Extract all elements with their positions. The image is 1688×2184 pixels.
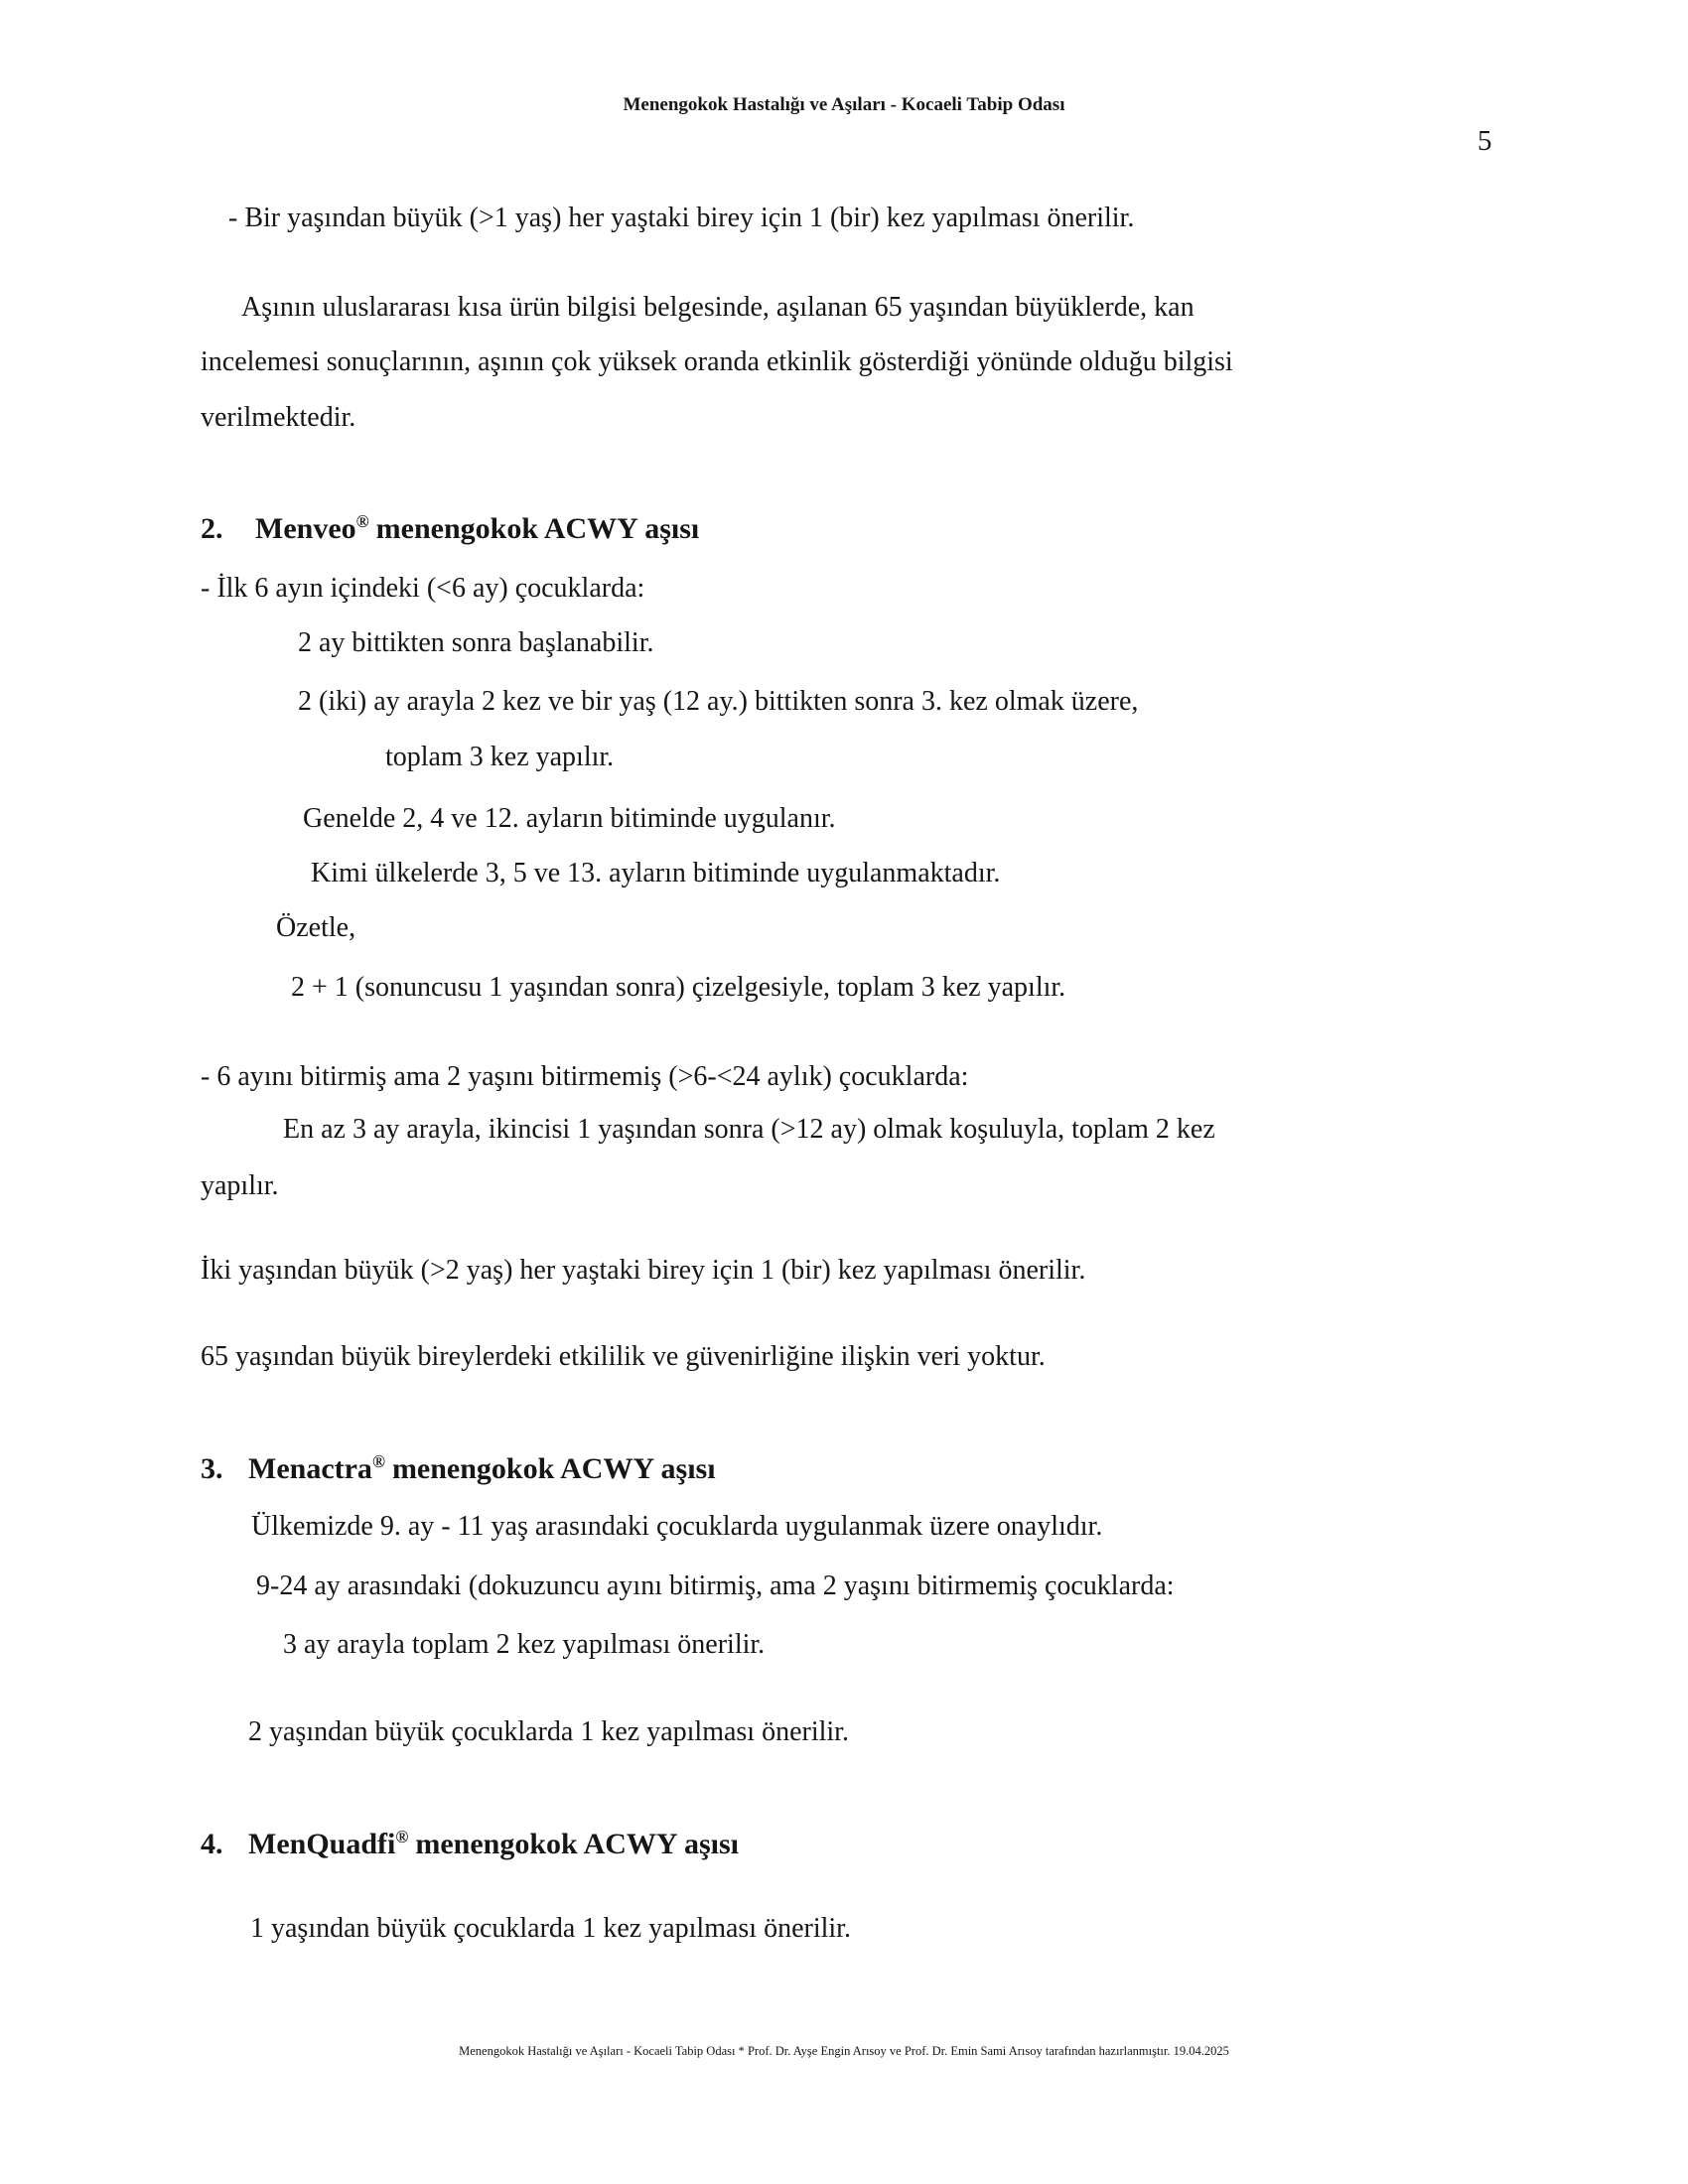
brand-name: Menveo <box>255 512 356 545</box>
body-line: Ülkemizde 9. ay - 11 yaş arasındaki çocuklarda uygulanmak üzere onaylıdır. <box>251 1511 1103 1542</box>
body-line: - 6 ayını bitirmiş ama 2 yaşını bitirmemiş (>6-<24 aylık) çocuklarda: <box>201 1061 969 1092</box>
brand-name: Menactra <box>248 1452 372 1485</box>
body-line: toplam 3 kez yapılır. <box>385 742 615 772</box>
section-number: 3. <box>201 1452 223 1485</box>
body-line: 2 yaşından büyük çocuklarda 1 kez yapılması önerilir. <box>248 1716 849 1747</box>
section-number: 2. <box>201 512 223 545</box>
registered-trademark-symbol: ® <box>355 511 369 531</box>
section-heading-menquadfi <box>201 1827 739 1862</box>
page-header-title: Menengokok Hastalığı ve Aşıları - Kocaeli Tabip Odası <box>623 94 1065 115</box>
body-line: Genelde 2, 4 ve 12. ayların bitiminde uygulanır. <box>303 803 836 834</box>
body-line: Kimi ülkelerde 3, 5 ve 13. ayların bitiminde uygulanmaktadır. <box>311 858 1001 888</box>
section-heading-rest: menengokok ACWY aşısı <box>375 512 700 545</box>
body-line: 1 yaşından büyük çocuklarda 1 kez yapılması önerilir. <box>250 1913 851 1944</box>
body-line: 65 yaşından büyük bireylerdeki etkililik ve güvenirliğine ilişkin veri yoktur. <box>201 1341 1046 1372</box>
body-line: - İlk 6 ayın içindeki (<6 ay) çocuklarda: <box>201 573 645 604</box>
body-line: yapılır. <box>201 1170 279 1201</box>
body-line: Aşının uluslararası kısa ürün bilgisi belgesinde, aşılanan 65 yaşından büyüklerde, kan <box>241 292 1195 323</box>
section-heading-menactra <box>201 1451 716 1487</box>
body-line: - Bir yaşından büyük (>1 yaş) her yaştaki birey için 1 (bir) kez yapılması önerilir. <box>228 203 1135 233</box>
body-line: 2 ay bittikten sonra başlanabilir. <box>298 627 654 658</box>
page-footer: Menengokok Hastalığı ve Aşıları - Kocaeli Tabip Odası * Prof. Dr. Ayşe Engin Arısoy ve Prof. Dr. Emin Sami Arısoy tarafından hazırlanmıştır. 19.04.2025 <box>459 2044 1229 2058</box>
body-line: 3 ay arayla toplam 2 kez yapılması önerilir. <box>283 1629 766 1660</box>
registered-trademark-symbol: ® <box>371 1451 385 1471</box>
body-line: Özetle, <box>276 912 356 943</box>
section-heading-rest: menengokok ACWY aşısı <box>391 1452 716 1485</box>
brand-name: MenQuadfi <box>248 1828 396 1860</box>
body-line: İki yaşından büyük (>2 yaş) her yaştaki birey için 1 (bir) kez yapılması önerilir. <box>201 1255 1086 1286</box>
body-line: 9-24 ay arasındaki (dokuzuncu ayını bitirmiş, ama 2 yaşını bitirmemiş çocuklarda: <box>256 1570 1175 1601</box>
page-number: 5 <box>1477 125 1492 157</box>
body-line: 2 (iki) ay arayla 2 kez ve bir yaş (12 ay.) bittikten sonra 3. kez olmak üzere, <box>298 686 1139 717</box>
body-line: En az 3 ay arayla, ikincisi 1 yaşından sonra (>12 ay) olmak koşuluyla, toplam 2 kez <box>283 1114 1215 1145</box>
section-heading-rest: menengokok ACWY aşısı <box>415 1828 739 1860</box>
body-line: incelemesi sonuçlarının, aşının çok yüksek oranda etkinlik gösterdiği yönünde olduğu bilgisi <box>201 346 1233 377</box>
section-number: 4. <box>201 1828 223 1860</box>
registered-trademark-symbol: ® <box>395 1827 409 1846</box>
body-line: 2 + 1 (sonuncusu 1 yaşından sonra) çizelgesiyle, toplam 3 kez yapılır. <box>291 972 1066 1003</box>
body-line: verilmektedir. <box>201 402 356 433</box>
section-heading-menveo <box>201 511 699 547</box>
